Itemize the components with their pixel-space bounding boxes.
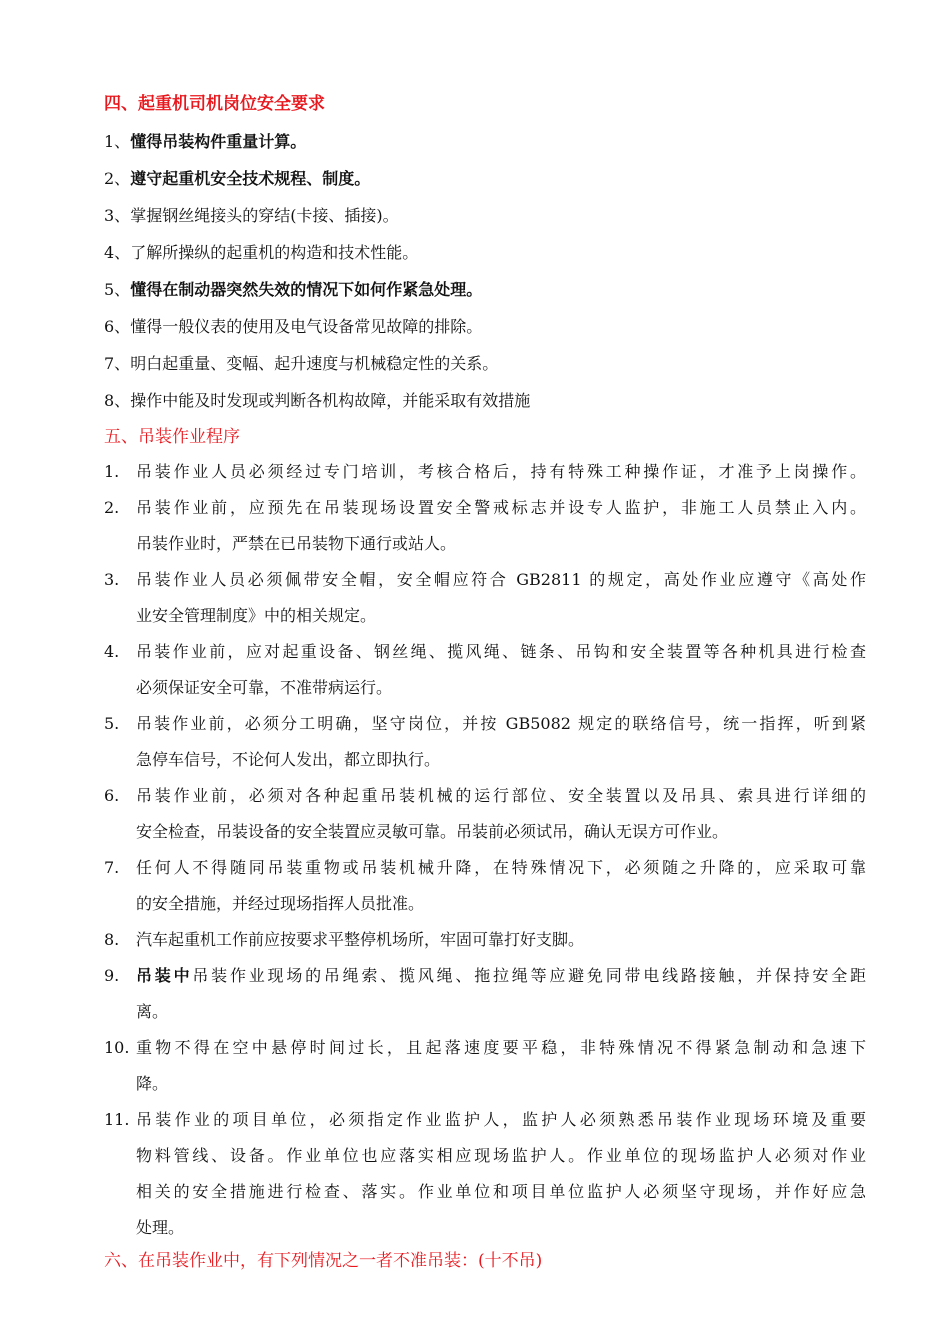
list-item-continuation bbox=[104, 1180, 864, 1216]
list-item bbox=[104, 928, 864, 964]
list-item bbox=[104, 1036, 864, 1072]
item-number: 5. bbox=[104, 714, 120, 733]
list-item-continuation bbox=[104, 1216, 864, 1252]
item-text: 了解所操纵的起重机的构造和技术性能。 bbox=[130, 243, 419, 262]
list-item bbox=[104, 496, 864, 532]
item-number: 6. bbox=[104, 786, 120, 805]
list-item bbox=[104, 856, 864, 892]
item-text: 急停车信号，不论何人发出，都立即执行。 bbox=[136, 750, 441, 769]
item-number: 7、 bbox=[104, 354, 131, 373]
item-text: 任何人不得随同吊装重物或吊装机械升降，在特殊情况下，必须随之升降的，应采取可靠 bbox=[136, 858, 866, 877]
item-text: 必须保证安全可靠，不准带病运行。 bbox=[136, 678, 393, 697]
list-item bbox=[104, 460, 864, 496]
item-text: 懂得一般仪表的使用及电气设备常见故障的排除。 bbox=[130, 317, 483, 336]
list-item bbox=[104, 278, 482, 302]
item-text: 物料管线、设备。作业单位也应落实相应现场监护人。作业单位的现场监护人必须对作业 bbox=[136, 1146, 866, 1165]
list-item bbox=[104, 204, 399, 228]
item-text: 的安全措施，并经过现场指挥人员批准。 bbox=[136, 894, 425, 913]
section-4-title: 四、起重机司机岗位安全要求 bbox=[104, 94, 325, 114]
item-text: 离。 bbox=[136, 1002, 169, 1021]
item-text: 明白起重量、变幅、起升速度与机械稳定性的关系。 bbox=[130, 354, 499, 373]
item-text: 吊装作业的项目单位，必须指定作业监护人，监护人必须熟悉吊装作业现场环境及重要 bbox=[136, 1110, 866, 1129]
section-6-title: 六、在吊装作业中，有下列情况之一者不准吊装：(十不吊) bbox=[104, 1251, 543, 1271]
list-item bbox=[104, 167, 370, 191]
item-number: 4、 bbox=[104, 243, 131, 262]
item-text: 吊装作业前，必须分工明确，坚守岗位，并按 GB5082 规定的联络信号，统一指挥，听到紧 bbox=[136, 714, 866, 733]
item-text: 掌握钢丝绳接头的穿结(卡接、插接)。 bbox=[130, 206, 399, 225]
list-item bbox=[104, 784, 864, 820]
item-text: 懂得吊装构件重量计算。 bbox=[130, 132, 307, 151]
item-text: 遵守起重机安全技术规程、制度。 bbox=[130, 169, 371, 188]
list-item-continuation bbox=[104, 820, 864, 856]
item-text: 操作中能及时发现或判断各机构故障，并能采取有效措施 bbox=[130, 391, 531, 410]
item-number: 8、 bbox=[104, 391, 131, 410]
bold-prefix: 吊装中 bbox=[136, 966, 193, 985]
list-item-continuation bbox=[104, 748, 864, 784]
item-text: 汽车起重机工作前应按要求平整停机场所，牢固可靠打好支脚。 bbox=[136, 930, 585, 949]
list-item bbox=[104, 389, 530, 413]
item-number: 1. bbox=[104, 462, 120, 481]
item-number: 11. bbox=[104, 1110, 130, 1129]
list-item bbox=[104, 964, 864, 1000]
list-item bbox=[104, 130, 306, 154]
procedure-list bbox=[104, 460, 864, 1252]
item-text-rest: 吊装作业现场的吊绳索、揽风绳、拖拉绳等应避免同带电线路接触，并保持安全距 bbox=[192, 966, 866, 985]
item-text: 吊装作业人员必须经过专门培训，考核合格后，持有特殊工种操作证，才准予上岗操作。 bbox=[136, 462, 866, 481]
item-text: 相关的安全措施进行检查、落实。作业单位和项目单位监护人必须坚守现场，并作好应急 bbox=[136, 1182, 866, 1201]
item-text: 懂得在制动器突然失效的情况下如何作紧急处理。 bbox=[130, 280, 483, 299]
item-text: 安全检查，吊装设备的安全装置应灵敏可靠。吊装前必须试吊，确认无误方可作业。 bbox=[136, 822, 729, 841]
item-number: 10. bbox=[104, 1038, 130, 1057]
item-number: 9. bbox=[104, 966, 120, 985]
section-5-title: 五、吊装作业程序 bbox=[104, 427, 240, 447]
list-item-continuation bbox=[104, 1000, 864, 1036]
item-number: 6、 bbox=[104, 317, 131, 336]
list-item bbox=[104, 352, 498, 376]
item-number: 7. bbox=[104, 858, 120, 877]
list-item bbox=[104, 640, 864, 676]
list-item bbox=[104, 568, 864, 604]
item-text: 吊装作业时，严禁在已吊装物下通行或站人。 bbox=[136, 534, 457, 553]
item-text: 吊装作业人员必须佩带安全帽，安全帽应符合 GB2811 的规定，高处作业应遵守《高处作 bbox=[136, 570, 866, 589]
item-text: 吊装作业前，必须对各种起重吊装机械的运行部位、安全装置以及吊具、索具进行详细的 bbox=[136, 786, 866, 805]
item-number: 3、 bbox=[104, 206, 131, 225]
item-text: 业安全管理制度》中的相关规定。 bbox=[136, 606, 377, 625]
item-text: 降。 bbox=[136, 1074, 169, 1093]
list-item bbox=[104, 712, 864, 748]
list-item-continuation bbox=[104, 532, 864, 568]
list-item bbox=[104, 1108, 864, 1144]
list-item-continuation bbox=[104, 676, 864, 712]
list-item bbox=[104, 315, 482, 339]
item-number: 2、 bbox=[104, 169, 131, 188]
item-number: 3. bbox=[104, 570, 120, 589]
item-number: 1、 bbox=[104, 132, 131, 151]
item-text: 吊装作业前，应对起重设备、钢丝绳、揽风绳、链条、吊钩和安全装置等各种机具进行检查 bbox=[136, 642, 866, 661]
item-text bbox=[136, 964, 866, 988]
list-item bbox=[104, 241, 418, 265]
item-number: 4. bbox=[104, 642, 120, 661]
item-text: 处理。 bbox=[136, 1218, 185, 1237]
list-item-continuation bbox=[104, 892, 864, 928]
item-number: 2. bbox=[104, 498, 120, 517]
list-item-continuation bbox=[104, 604, 864, 640]
list-item-continuation bbox=[104, 1072, 864, 1108]
item-text: 重物不得在空中悬停时间过长，且起落速度要平稳，非特殊情况不得紧急制动和急速下 bbox=[136, 1038, 866, 1057]
item-number: 5、 bbox=[104, 280, 131, 299]
item-number: 8. bbox=[104, 930, 120, 949]
item-text: 吊装作业前，应预先在吊装现场设置安全警戒标志并设专人监护，非施工人员禁止入内。 bbox=[136, 498, 866, 517]
list-item-continuation bbox=[104, 1144, 864, 1180]
